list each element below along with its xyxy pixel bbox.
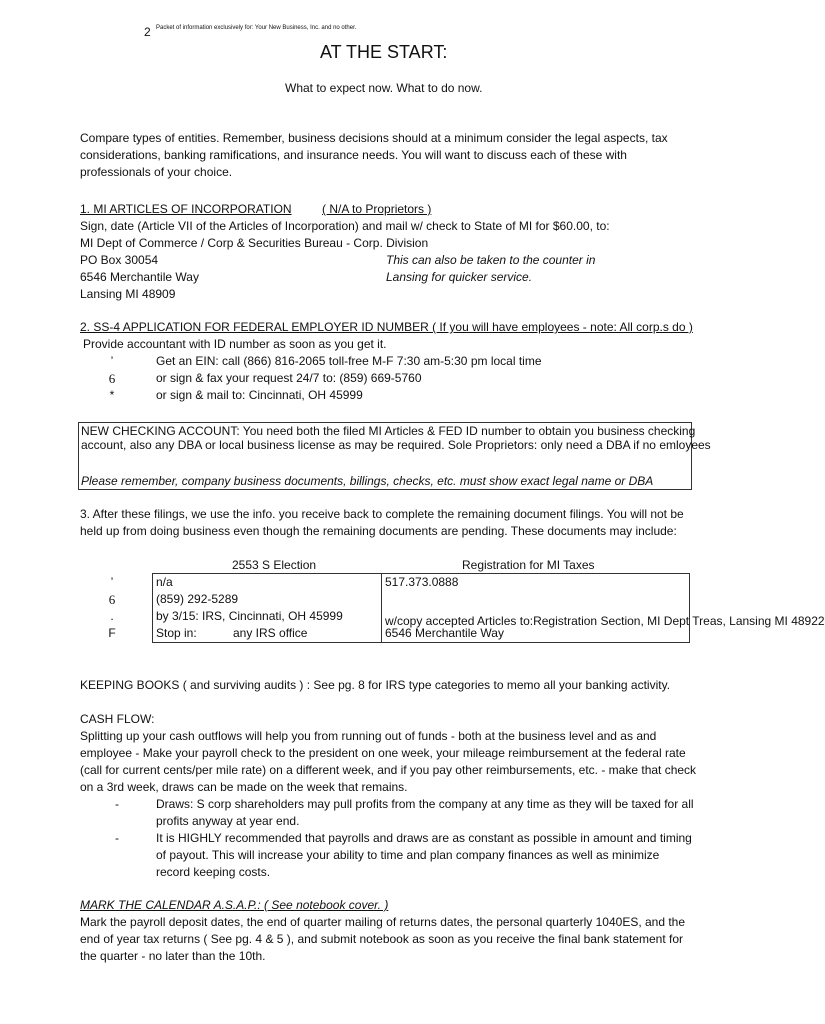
counter-note-line: Lansing for quicker service. [386, 270, 533, 284]
section-articles-note: ( N/A to Proprietors ) [322, 202, 432, 216]
calendar-line: Mark the payroll deposit dates, the end of quarter mailing of returns dates, the personal quarterly 1040ES, and the [80, 915, 686, 929]
section-cash-flow [80, 711, 697, 881]
intro-line: considerations, banking ramifications, and insurance needs. You will want to discuss each of these with [80, 148, 627, 162]
section-articles-heading: 1. MI ARTICLES OF INCORPORATION [80, 202, 292, 216]
filings-line: held up from doing business even though the remaining documents are pending. These documents may include: [80, 524, 677, 538]
counter-note-line: This can also be taken to the counter in [386, 253, 596, 267]
table-cell: by 3/15: IRS, Cincinnati, OH 45999 [156, 609, 343, 623]
table-header-mi-taxes: Registration for MI Taxes [462, 558, 595, 572]
row-symbol: ’ [110, 575, 114, 589]
section-ein-heading: 2. SS-4 APPLICATION FOR FEDERAL EMPLOYER ID NUMBER ( If you will have employees - note: All corp.s do ) [80, 320, 693, 334]
table-cell: any IRS office [233, 626, 308, 640]
calendar-line: the quarter - no later than the 10th. [80, 949, 266, 963]
table-border-middle [381, 573, 382, 643]
packet-note: Packet of information exclusively for: Your New Business, Inc. and no other. [156, 25, 357, 31]
ein-option: or sign & fax your request 24/7 to: (859) 669-5760 [156, 371, 422, 385]
bullet-dash: - [115, 831, 119, 845]
bullet-line: record keeping costs. [156, 865, 271, 879]
address-line: PO Box 30054 [80, 253, 159, 267]
intro-line: Compare types of entities. Remember, business decisions should at a minimum consider the legal aspects, tax [80, 131, 668, 145]
cash-flow-line: on a 3rd week, draws can be made on the week that remains. [80, 780, 408, 794]
cash-flow-line: Splitting up your cash outflows will help you from running out of funds - both at the business level and as and [80, 729, 657, 743]
page-title: AT THE START: [320, 42, 448, 62]
legal-name-reminder: Please remember, company business documents, billings, checks, etc. must show exact legal name or DBA [81, 474, 654, 488]
cash-flow-heading: CASH FLOW: [80, 712, 155, 726]
section-articles [80, 201, 695, 303]
table-border-right [689, 573, 690, 643]
table-cell: (859) 292-5289 [156, 592, 239, 606]
section-articles-line: MI Dept of Commerce / Corp & Securities Bureau - Corp. Division [80, 236, 429, 250]
row-symbol: . [110, 609, 114, 623]
cash-flow-line: (call for current cents/per mile rate) on a different week, and if you pay other reimbursements, etc. - make that check [80, 763, 697, 777]
ein-option: or sign & mail to: Cincinnati, OH 45999 [156, 388, 363, 402]
checking-line: account, also any DBA or local business license as may be required. Sole Proprietors: only need a DBA if no emloyees [81, 438, 711, 452]
bullet-line: It is HIGHLY recommended that payrolls and draws are as constant as possible in amount and timing [156, 831, 692, 845]
bullet-line: Draws: S corp shareholders may pull profits from the company at any time as they will be taxed for all [156, 797, 694, 811]
mailing-address [80, 252, 199, 303]
table-border-top [152, 573, 690, 574]
calendar-line: end of year tax returns ( See pg. 4 & 5 ), and submit notebook as soon as you receive the final bank statement for [80, 932, 684, 946]
page-number: 2 [144, 25, 151, 39]
section-calendar [80, 897, 695, 965]
table-border-bottom [152, 642, 690, 643]
section-ein [80, 319, 700, 404]
row-symbol: 6 [108, 592, 116, 607]
counter-note [386, 252, 595, 286]
address-line: Lansing MI 48909 [80, 287, 176, 301]
intro-line: professionals of your choice. [80, 165, 233, 179]
table-header-s-election: 2553 S Election [232, 558, 317, 572]
table-cell: 517.373.0888 [385, 575, 459, 589]
cash-flow-line: employee - Make your payroll check to the president on one week, your mileage reimbursement at the federal rate [80, 746, 686, 760]
address-line: 6546 Merchantile Way [80, 270, 199, 284]
filings-line: 3. After these filings, we use the info. you receive back to complete the remaining document filings. You will not be [80, 507, 684, 521]
table-cell: n/a [156, 575, 173, 589]
section-remaining-filings [80, 506, 695, 540]
section-ein-intro: Provide accountant with ID number as soon as you get it. [83, 337, 387, 351]
calendar-heading: MARK THE CALENDAR A.S.A.P.: ( See notebook cover. ) [80, 898, 389, 912]
bullet-dash: - [115, 797, 119, 811]
row-symbol: F [108, 626, 116, 640]
bullet-line: of payout. This will increase your ability to time and plan company finances as well as minimize [156, 848, 660, 862]
checking-line: NEW CHECKING ACCOUNT: You need both the filed MI Articles & FED ID number to obtain you business checking [81, 424, 696, 438]
bullet-symbol: 6 [108, 371, 116, 386]
page-subtitle: What to expect now. What to do now. [285, 81, 483, 95]
bullet-symbol: ’ [110, 354, 114, 368]
ein-option: Get an EIN: call (866) 816-2065 toll-free M-F 7:30 am-5:30 pm local time [156, 354, 542, 368]
table-cell: 6546 Merchantile Way [385, 626, 504, 640]
section-articles-line: Sign, date (Article VII of the Articles of Incorporation) and mail w/ check to State of MI for $60.00, to: [80, 219, 610, 233]
checking-account-box [78, 422, 711, 490]
intro-paragraph [80, 130, 695, 181]
table-cell: Stop in: [156, 626, 197, 640]
keeping-books: KEEPING BOOKS ( and surviving audits ) : See pg. 8 for IRS type categories to memo all your banking activity. [80, 678, 671, 692]
bullet-line: profits anyway at year end. [156, 814, 300, 828]
table-cell-note: w/copy accepted Articles to:Registration Section, MI Dept Treas, Lansing MI 48922 [385, 614, 825, 628]
table-border-left [152, 573, 153, 643]
bullet-symbol: * [109, 388, 115, 402]
